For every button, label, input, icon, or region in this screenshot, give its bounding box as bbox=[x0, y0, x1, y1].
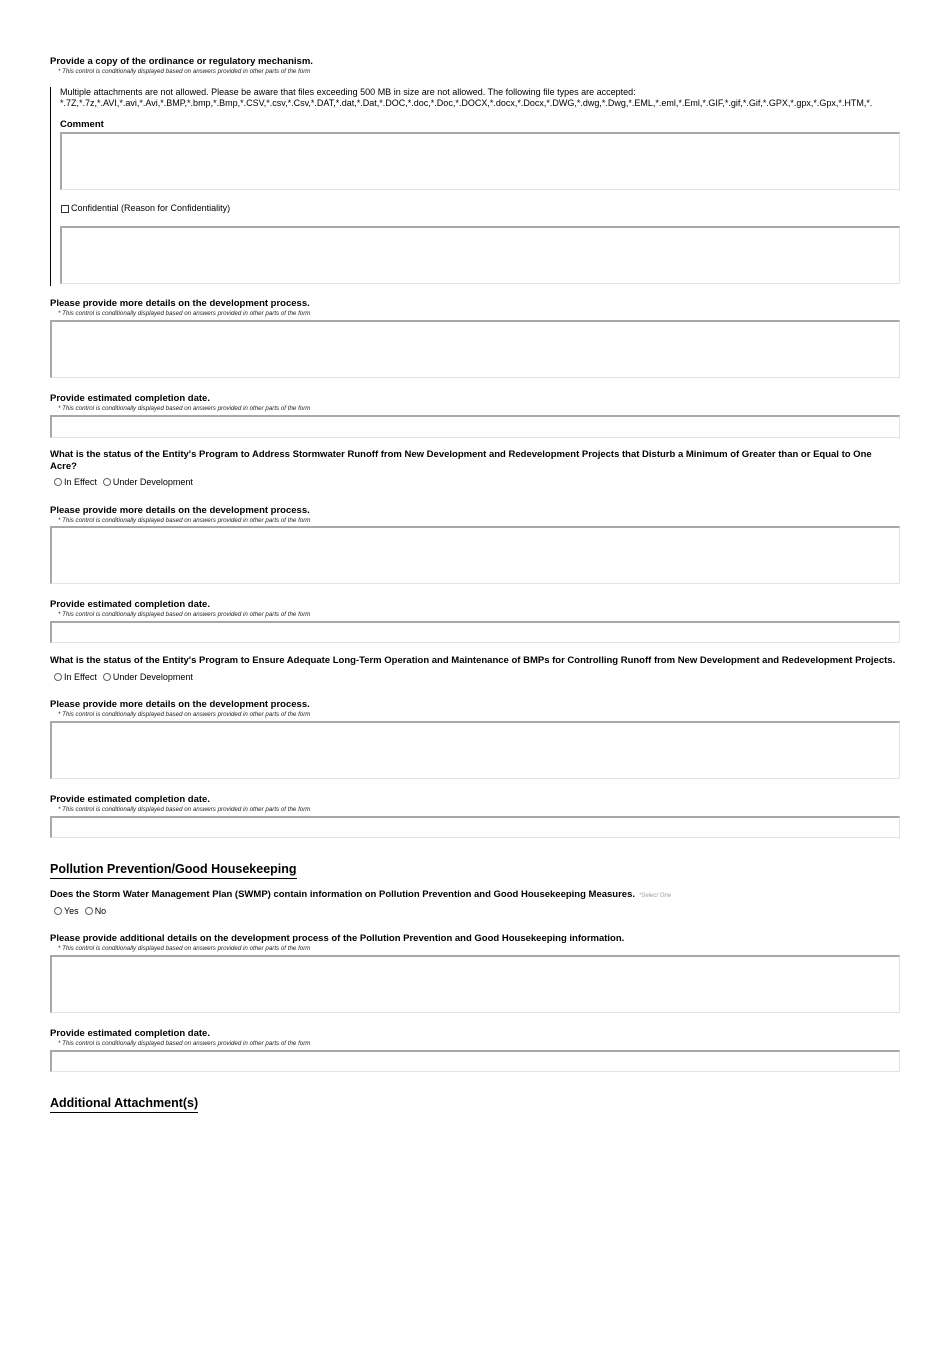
comment-textarea[interactable] bbox=[60, 132, 900, 190]
swmp-question: Does the Storm Water Management Plan (SWMP) contain information on Pollution Prevention and Good Housekeeping Measures. *Select One bbox=[50, 889, 672, 900]
completion-date-question: Provide estimated completion date. bbox=[50, 1028, 210, 1039]
radio-under-development[interactable]: Under Development bbox=[103, 672, 193, 682]
comment-label: Comment bbox=[60, 119, 104, 130]
bmp-maintenance-status-options bbox=[54, 672, 199, 682]
development-details-textarea[interactable] bbox=[50, 526, 900, 584]
development-details-textarea[interactable] bbox=[50, 320, 900, 378]
accepted-file-types: *.7Z,*.7z,*.AVI,*.avi,*.Avi,*.BMP,*.bmp,*.Bmp,*.CSV,*.csv,*.Csv,*.DAT,*.dat,*.Dat,*.DOC,*.doc,*.Doc,*.DOCX,*.docx,*.Docx,*.DWG,*.dwg,*.Dwg,*.EML,*.eml,*.Eml,*.GIF,*.gif,*.Gif,*.GPX,*.gpx,*.Gpx,*.HTM,*. bbox=[60, 98, 873, 108]
development-details-question: Please provide more details on the development process. bbox=[50, 505, 310, 516]
conditional-note: * This control is conditionally displayed based on answers provided in other parts of the form bbox=[58, 405, 311, 412]
completion-date-question: Provide estimated completion date. bbox=[50, 393, 210, 404]
conditional-note: * This control is conditionally displayed based on answers provided in other parts of the form bbox=[58, 68, 311, 75]
completion-date-input[interactable] bbox=[50, 415, 900, 438]
completion-date-question: Provide estimated completion date. bbox=[50, 794, 210, 805]
development-details-textarea[interactable] bbox=[50, 721, 900, 779]
completion-date-question: Provide estimated completion date. bbox=[50, 599, 210, 610]
select-one-hint: *Select One bbox=[639, 893, 672, 899]
radio-yes[interactable]: Yes bbox=[54, 906, 79, 916]
development-details-question: Please provide more details on the development process. bbox=[50, 298, 310, 309]
confidential-checkbox-row[interactable] bbox=[61, 203, 230, 214]
stormwater-program-status-question: What is the status of the Entity's Program to Address Stormwater Runoff from New Development and Redevelopment Projects that Disturb a Minimum of Greater than or Equal to One Acre? bbox=[50, 449, 872, 472]
stormwater-program-status-options bbox=[54, 477, 199, 487]
radio-in-effect[interactable]: In Effect bbox=[54, 477, 97, 487]
attachment-rules: Multiple attachments are not allowed. Please be aware that files exceeding 500 MB in size are not allowed. The following file types are accepted: bbox=[60, 87, 636, 97]
confidential-checkbox[interactable] bbox=[61, 205, 69, 213]
conditional-note: * This control is conditionally displayed based on answers provided in other parts of the form bbox=[58, 310, 311, 317]
conditional-note: * This control is conditionally displayed based on answers provided in other parts of the form bbox=[58, 1040, 311, 1047]
completion-date-input[interactable] bbox=[50, 621, 900, 643]
pollution-prevention-details-textarea[interactable] bbox=[50, 955, 900, 1013]
conditional-note: * This control is conditionally displayed based on answers provided in other parts of the form bbox=[58, 945, 311, 952]
ordinance-question: Provide a copy of the ordinance or regulatory mechanism. bbox=[50, 56, 313, 67]
pollution-prevention-details-question: Please provide additional details on the development process of the Pollution Prevention and Good Housekeeping information. bbox=[50, 933, 625, 944]
conditional-note: * This control is conditionally displayed based on answers provided in other parts of the form bbox=[58, 806, 311, 813]
confidential-label: Confidential (Reason for Confidentiality) bbox=[71, 203, 231, 213]
confidential-reason-textarea[interactable] bbox=[60, 226, 900, 284]
swmp-options bbox=[54, 906, 112, 916]
completion-date-input[interactable] bbox=[50, 1050, 900, 1072]
section-heading-pollution-prevention: Pollution Prevention/Good Housekeeping bbox=[50, 861, 297, 879]
completion-date-input[interactable] bbox=[50, 816, 900, 838]
radio-no[interactable]: No bbox=[85, 906, 107, 916]
section-heading-additional-attachments: Additional Attachment(s) bbox=[50, 1095, 198, 1113]
conditional-note: * This control is conditionally displayed based on answers provided in other parts of the form bbox=[58, 711, 311, 718]
conditional-note: * This control is conditionally displayed based on answers provided in other parts of the form bbox=[58, 517, 311, 524]
conditional-note: * This control is conditionally displayed based on answers provided in other parts of the form bbox=[58, 611, 311, 618]
radio-under-development[interactable]: Under Development bbox=[103, 477, 193, 487]
bmp-maintenance-status-question: What is the status of the Entity's Program to Ensure Adequate Long-Term Operation and Maintenance of BMPs for Controlling Runoff from New Development and Redevelopment Projects. bbox=[50, 655, 896, 666]
development-details-question: Please provide more details on the development process. bbox=[50, 699, 310, 710]
attachment-group-border bbox=[50, 87, 51, 286]
radio-in-effect[interactable]: In Effect bbox=[54, 672, 97, 682]
